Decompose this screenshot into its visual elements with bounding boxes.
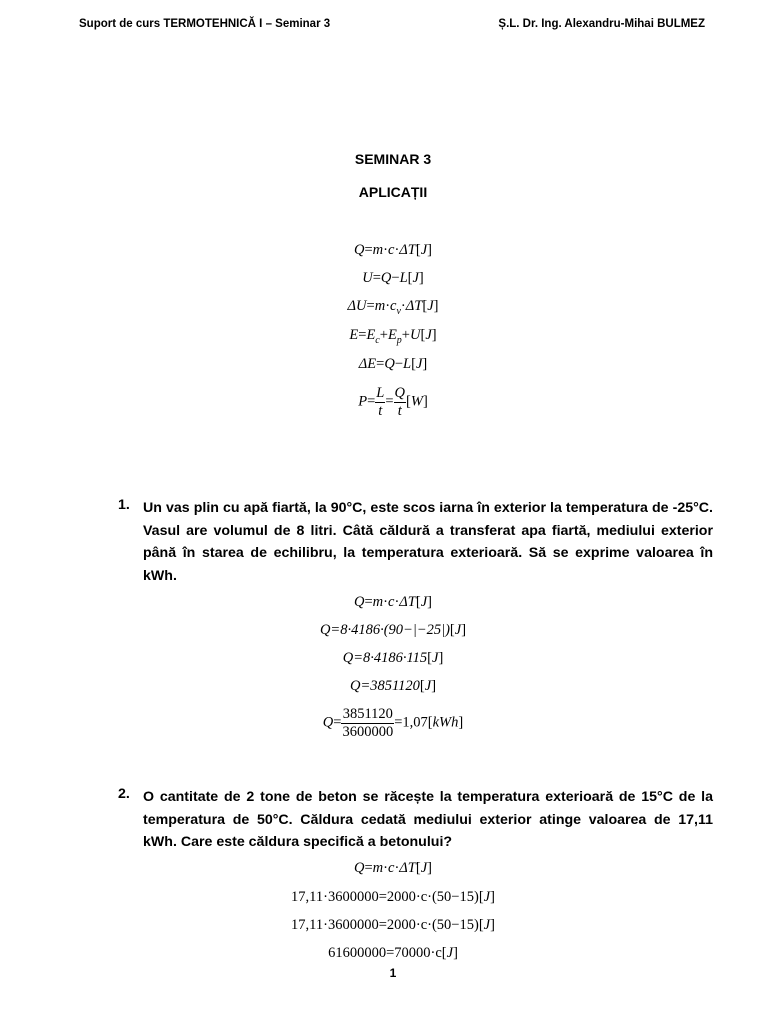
formula-delta-u: $\Delta U=m\cdot c_v\cdot\Delta T[J]$ [347, 298, 439, 317]
page-title: SEMINAR 3 [354, 151, 432, 167]
formula-heat: Q=m·c·ΔT[J] [354, 242, 432, 258]
page-number: 1 [389, 966, 397, 980]
problem-text: Un vas plin cu apă fiartă, la 90°C, este scos iarna în exterior la temperatura de -25°C. Vasul are volumul de 8 litri. Câtă căldură a transferat apa fiartă, mediului exterior până în starea de echilibru, la temperatura exterioară. Să se exprime valoarea în kWh. [143, 500, 713, 584]
problem2-step3: 17,11·3600000=2000·c·(50−15)[J] [291, 917, 495, 933]
formula-delta-e: ΔE=Q−L[J] [358, 356, 428, 372]
formula-power: P= $\frac{L}{t}$ = $\frac{Q}{t}$ [W] [358, 385, 428, 419]
header-left: Suport de curs TERMOTEHNICĂ I – Seminar 3 [79, 18, 331, 30]
problem1-step2: Q=8·4186·(90−|−25|)[J] [319, 622, 467, 638]
problem2-step2: 17,11·3600000=2000·c·(50−15)[J] [291, 889, 495, 905]
header-right: Ș.L. Dr. Ing. Alexandru-Mihai BULMEZ [498, 18, 705, 30]
problem1-step3: Q=8·4186·115[J] [342, 650, 444, 666]
problem2-step4: 61600000=70000·c[J] [328, 945, 458, 961]
formula-energy: $E=E_c+E_p+U[J]$ [349, 327, 437, 346]
problem1-step5: Q= $\frac{3851120}{3600000}$ =1,07[kWh] [322, 706, 464, 740]
problem-text: O cantitate de 2 tone de beton se răcește la temperatura exterioară de 15°C de la temperatura de 50°C. Căldura cedată mediului exterior atinge valoarea de 17,11 kWh. Care este căldura specifică a betonului? [143, 789, 713, 850]
problem-number: 1. [118, 497, 130, 513]
problem2-step1: Q=m·c·ΔT[J] [354, 860, 432, 876]
formula-internal-energy: U=Q−L[J] [362, 270, 424, 286]
problem-number: 2. [118, 786, 130, 802]
page-subtitle: APLICAȚII [358, 184, 428, 200]
problem1-step4: Q=3851120[J] [349, 678, 437, 694]
problem1-step1: Q=m·c·ΔT[J] [354, 594, 432, 610]
